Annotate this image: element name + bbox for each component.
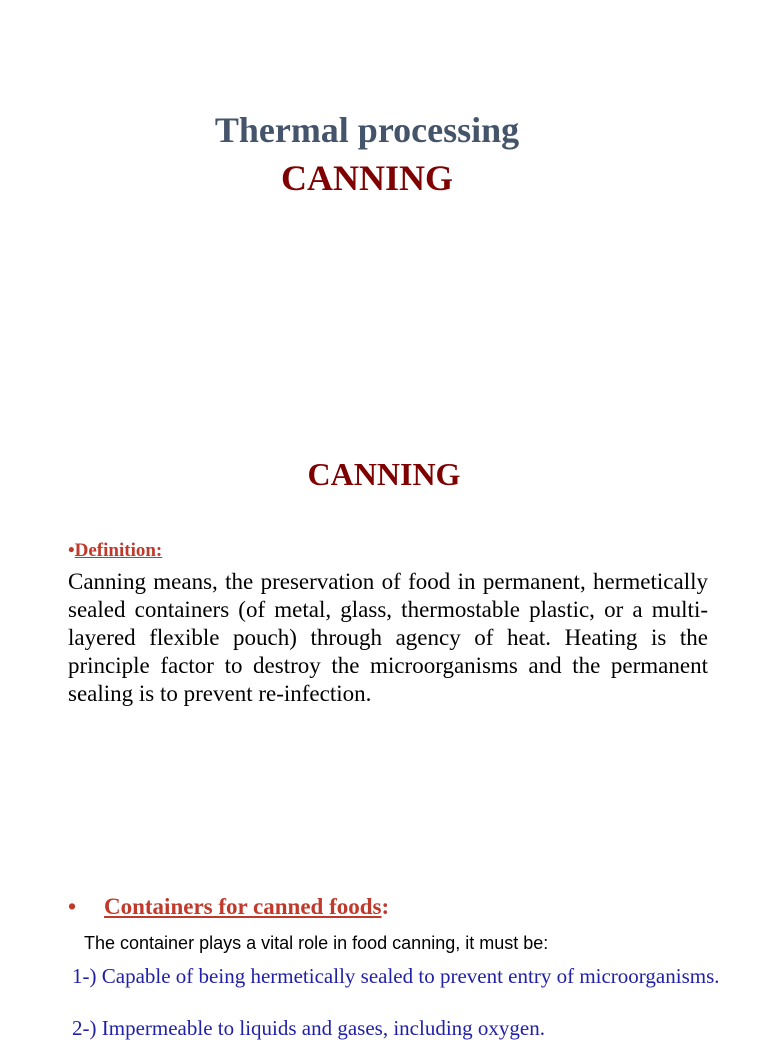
list-item (72, 964, 762, 988)
list-item-text: Impermeable to liquids and gases, including oxygen. (101, 1016, 545, 1040)
containers-intro: The container plays a vital role in food canning, it must be: (84, 933, 549, 953)
slide-title-subheading: CANNING (280, 158, 453, 198)
definition-label-text: Definition: (74, 540, 163, 561)
slide-heading: CANNING (307, 456, 461, 492)
definition-label (68, 538, 162, 564)
list-item (72, 1016, 730, 1040)
slide-title (0, 0, 768, 300)
bullet-icon: • (68, 540, 75, 561)
list-item-number: 1-) (72, 964, 97, 988)
containers-heading-colon: : (381, 894, 390, 919)
containers-heading-text: Containers for canned foods (104, 894, 382, 919)
slide-definition (0, 430, 768, 1040)
list-item-text: Capable of being hermetically sealed to prevent entry of microorganisms. (101, 964, 720, 988)
bullet-icon: • (68, 894, 77, 919)
containers-heading (68, 892, 389, 922)
slide-title-heading: Thermal processing (214, 110, 520, 150)
list-item-number: 2-) (72, 1016, 97, 1040)
definition-paragraph: Canning means, the preservation of food in permanent, hermetically sealed containers (of metal, glass, thermostable plastic, or a multi-layered flexible pouch) through agency of heat. Heating is the principle factor to destroy the microorganisms and the permanent sealing is to prevent re-infection. (68, 569, 708, 706)
